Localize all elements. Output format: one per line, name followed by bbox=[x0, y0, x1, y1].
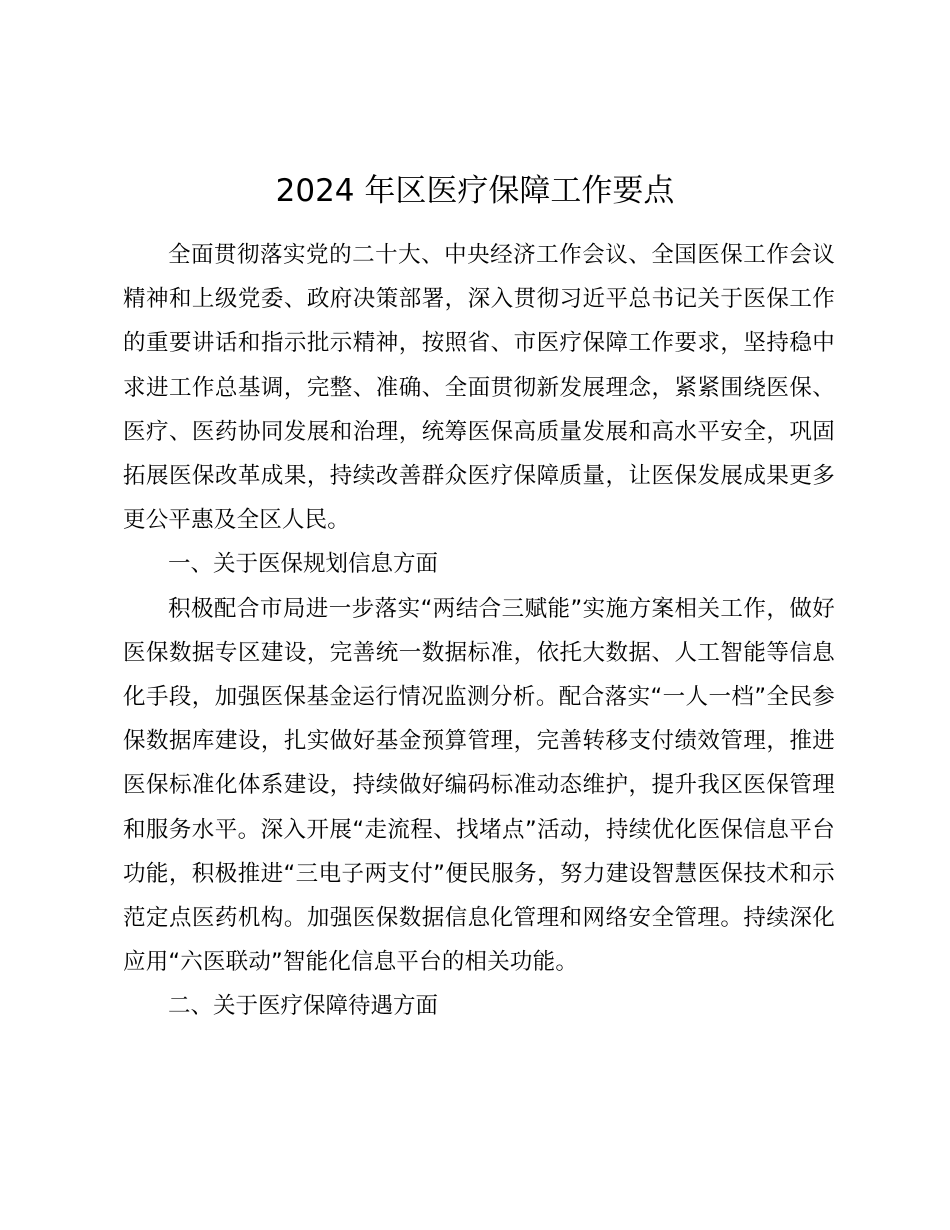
section-2-heading: 二、关于医疗保障待遇方面 bbox=[168, 993, 439, 1020]
document-body bbox=[123, 233, 835, 1029]
document-title: 2024 年区医疗保障工作要点 bbox=[275, 173, 675, 209]
section-1-paragraph: 积极配合市局进一步落实“两结合三赋能”实施方案相关工作，做好医保数据专区建设，完善统一数据标准，依托大数据、人工智能等信息化手段，加强医保基金运行情况监测分析。配合落实“一人一档”全民参保数据库建设，扎实做好基金预算管理，完善转移支付绩效管理，推进医保标准化体系建设，持续做好编码标准动态维护，提升我区医保管理和服务水平。深入开展“走流程、找堵点”活动，持续优化医保信息平台功能，积极推进“三电子两支付”便民服务，努力建设智慧医保技术和示范定点医药机构。加强医保数据信息化管理和网络安全管理。持续深化应用“六医联动”智能化信息平台的相关功能。 bbox=[123, 595, 835, 976]
intro-paragraph: 全面贯彻落实党的二十大、中央经济工作会议、全国医保工作会议精神和上级党委、政府决策部署，深入贯彻习近平总书记关于医保工作的重要讲话和指示批示精神，按照省、市医疗保障工作要求，坚持稳中求进工作总基调，完整、准确、全面贯彻新发展理念，紧紧围绕医保、医疗、医药协同发展和治理，统筹医保高质量发展和高水平安全，巩固拓展医保改革成果，持续改善群众医疗保障质量，让医保发展成果更多更公平惠及全区人民。 bbox=[123, 242, 835, 534]
section-1-heading: 一、关于医保规划信息方面 bbox=[168, 551, 439, 578]
